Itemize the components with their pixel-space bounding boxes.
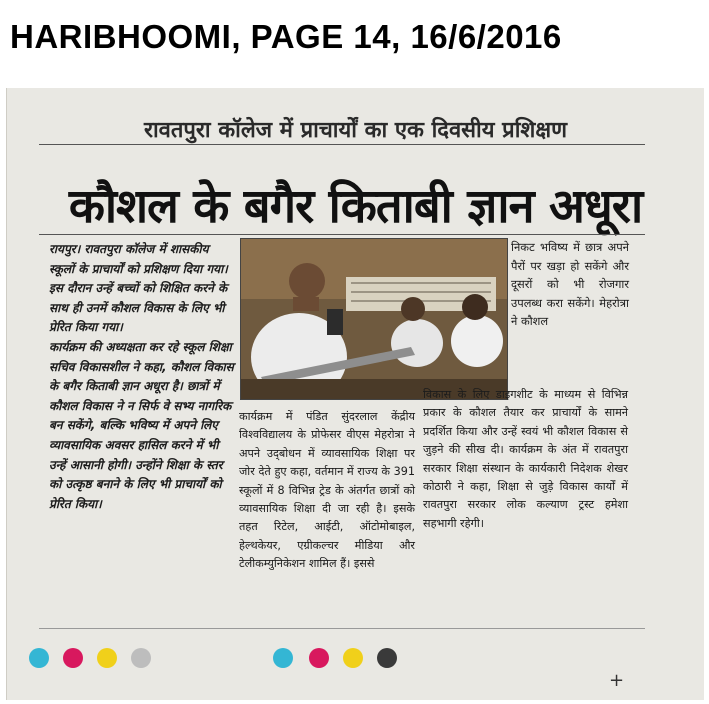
registration-mark-icon: + (609, 670, 625, 691)
registration-dot (97, 648, 117, 668)
registration-dot (29, 648, 49, 668)
registration-dot (131, 648, 151, 668)
registration-dot (273, 648, 293, 668)
article-headline: कौशल के बगैर किताबी ज्ञान अधूरा (68, 179, 643, 234)
article-column-3-bottom: विकास के लिए डाइगशीट के माध्यम से विभिन्न प्रकार के कौशल तैयार कर प्राचार्यों के सामने प्रदर्शित किया और उन्हें स्वयं भी कौशल विकास से जुड़ने की सीख दी। कार्यक्रम के अंत में रावतपुरा सरकार शिक्षा संस्थान के कार्यकारी निदेशक शेखर कोठारी ने कहा, शिक्षा से जुड़े विकास कार्यों में रावतपुरा सरकार लोक कल्याण ट्रस्ट हमेशा सहभागी रहेगी। (423, 388, 628, 530)
banner-title: HARIBHOOMI, PAGE 14, 16/6/2016 (10, 18, 562, 55)
paragraph-chair: कार्यक्रम की अध्यक्षता कर रहे स्कूल शिक्षा सचिव विकासशील ने कहा, कौशल विकास के बगैर किताबी ज्ञान अधूरा है। छात्रों में कौशल विकास ने न सिर्फ वे सभ्य नागरिक बन सकेंगे, बल्कि भविष्य में अपने लिए व्यावसायिक अवसर हासिल करने में भी उन्हें आसानी होगी। उन्होंने शिक्षा के स्तर को उत्कृष्ठ बनाने के लिए भी प्राचार्यों को प्रेरित किया। (49, 339, 234, 511)
registration-dot (343, 648, 363, 668)
registration-dot (309, 648, 329, 668)
registration-dot (63, 648, 83, 668)
event-photo (240, 238, 508, 400)
paragraph-intro: रायपुर। रावतपुरा कॉलेज में शासकीय स्कूलों के प्राचार्यों को प्रशिक्षण दिया गया। इस दौरान उन्हें बच्चों को शिक्षित करने के साथ ही उनमें कौशल विकास के लिए भी प्रेरित किया गया। (49, 242, 228, 335)
article-kicker: रावतपुरा कॉलेज में प्राचार्यों का एक दिवसीय प्रशिक्षण (143, 117, 568, 143)
bottom-rule (39, 628, 645, 629)
top-rule (39, 144, 645, 145)
article-column-3-top: निकट भविष्य में छात्र अपने पैरों पर खड़ा हो सकेंगे और दूसरों को भी रोजगार उपलब्ध करा सकेंगे। मेहरोत्रा ने कौशल (511, 240, 629, 328)
article-column-1 (49, 240, 237, 514)
newspaper-clipping (6, 88, 704, 700)
headline-rule (39, 234, 645, 235)
cropped-top-line (27, 88, 627, 100)
article-column-2: कार्यक्रम में पंडित सुंदरलाल केंद्रीय विश्वविद्यालय के प्रोफेसर वीएस मेहरोत्रा ने अपने उद्‌बोधन में व्यावसायिक शिक्षा पर जोर देते हुए कहा, वर्तमान में राज्य के 391 स्कूलों में 8 विभिन्न ट्रेड के अंतर्गत छात्रों को व्यावसायिक शिक्षा दी जा रही है। इसके तहत रिटेल, आईटी, ऑटोमोबाइल, हेल्थकेयर, एग्रीकल्चर मीडिया और टेलीकम्युनिकेशन शामिल हैं। इससे (239, 410, 415, 571)
newspaper-source-banner (0, 0, 709, 80)
event-photo-illustration (241, 239, 507, 399)
registration-dot (377, 648, 397, 668)
